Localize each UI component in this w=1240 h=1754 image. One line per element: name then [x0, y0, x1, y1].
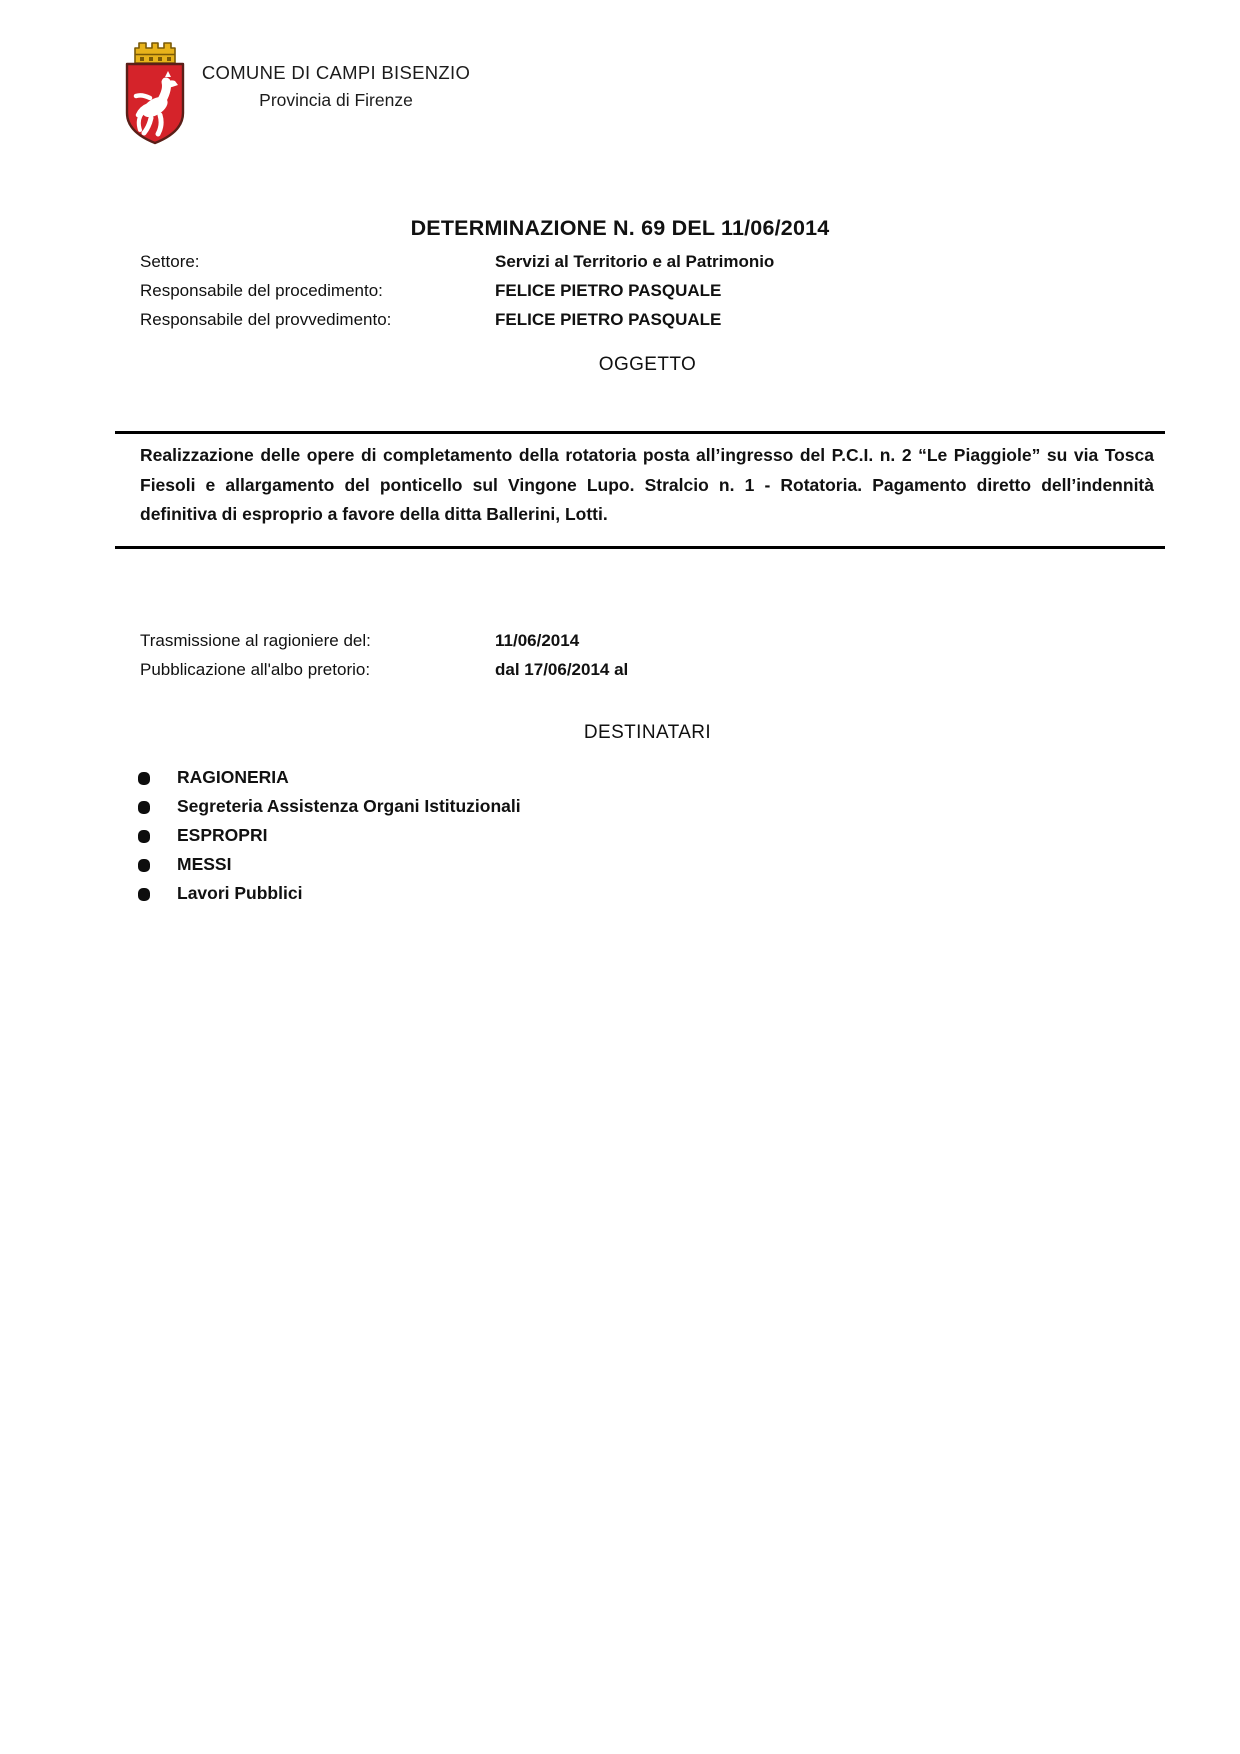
- meta-label: Responsabile del provvedimento:: [140, 310, 392, 329]
- bullet-icon: [138, 859, 150, 872]
- destinatari-heading: DESTINATARI: [583, 722, 712, 743]
- bullet-icon: [138, 888, 150, 901]
- bullet-icon: [138, 801, 150, 814]
- meta-value: FELICE PIETRO PASQUALE: [495, 281, 722, 300]
- destinatari-list: [138, 763, 521, 908]
- transmission-row-albo: [140, 655, 1155, 684]
- transmission-label: Pubblicazione all'albo pretorio:: [140, 660, 371, 679]
- list-item: [138, 792, 521, 821]
- list-item: [138, 763, 521, 792]
- horizontal-rule-top: [115, 431, 1165, 434]
- list-item: [138, 850, 521, 879]
- document-title: DETERMINAZIONE N. 69 DEL 11/06/2014: [410, 216, 830, 240]
- meta-section: [140, 247, 1155, 334]
- oggetto-heading: OGGETTO: [598, 354, 697, 375]
- list-item-label: Lavori Pubblici: [177, 883, 303, 903]
- meta-label: Settore:: [140, 252, 200, 271]
- list-item-label: MESSI: [177, 854, 232, 874]
- list-item-label: Segreteria Assistenza Organi Istituzionali: [177, 796, 521, 816]
- list-item: [138, 821, 521, 850]
- transmission-value: 11/06/2014: [495, 631, 580, 650]
- oggetto-text: Realizzazione delle opere di completamento della rotatoria posta all’ingresso del P.C.I. n. 2 “Le Piaggiole” su via Tosca Fiesoli e allargamento del ponticello sul Vingone Lupo. Stralcio n. 1 - Rotatoria. Pagamento diretto dell’indennità definitiva di esproprio a favore della ditta Ballerini, Lotti.: [140, 445, 1154, 524]
- province-name: Provincia di Firenze: [259, 90, 413, 110]
- bullet-icon: [138, 830, 150, 843]
- transmission-section: [140, 626, 1155, 684]
- meta-row-settore: [140, 247, 1155, 276]
- transmission-row-ragioniere: [140, 626, 1155, 655]
- meta-value: Servizi al Territorio e al Patrimonio: [495, 252, 775, 271]
- meta-value: FELICE PIETRO PASQUALE: [495, 310, 722, 329]
- horizontal-rule-bottom: [115, 546, 1165, 549]
- list-item-label: ESPROPRI: [177, 825, 268, 845]
- meta-label: Responsabile del procedimento:: [140, 281, 383, 300]
- municipality-name: COMUNE DI CAMPI BISENZIO: [201, 62, 471, 83]
- meta-row-resp-procedimento: [140, 276, 1155, 305]
- meta-row-resp-provvedimento: [140, 305, 1155, 334]
- transmission-label: Trasmissione al ragioniere del:: [140, 631, 371, 650]
- list-item-label: RAGIONERIA: [177, 767, 289, 787]
- list-item: [138, 879, 521, 908]
- municipal-coat-of-arms-icon: [122, 36, 188, 148]
- bullet-icon: [138, 772, 150, 785]
- transmission-value: dal 17/06/2014 al: [495, 660, 629, 679]
- header-text-block: [186, 60, 486, 112]
